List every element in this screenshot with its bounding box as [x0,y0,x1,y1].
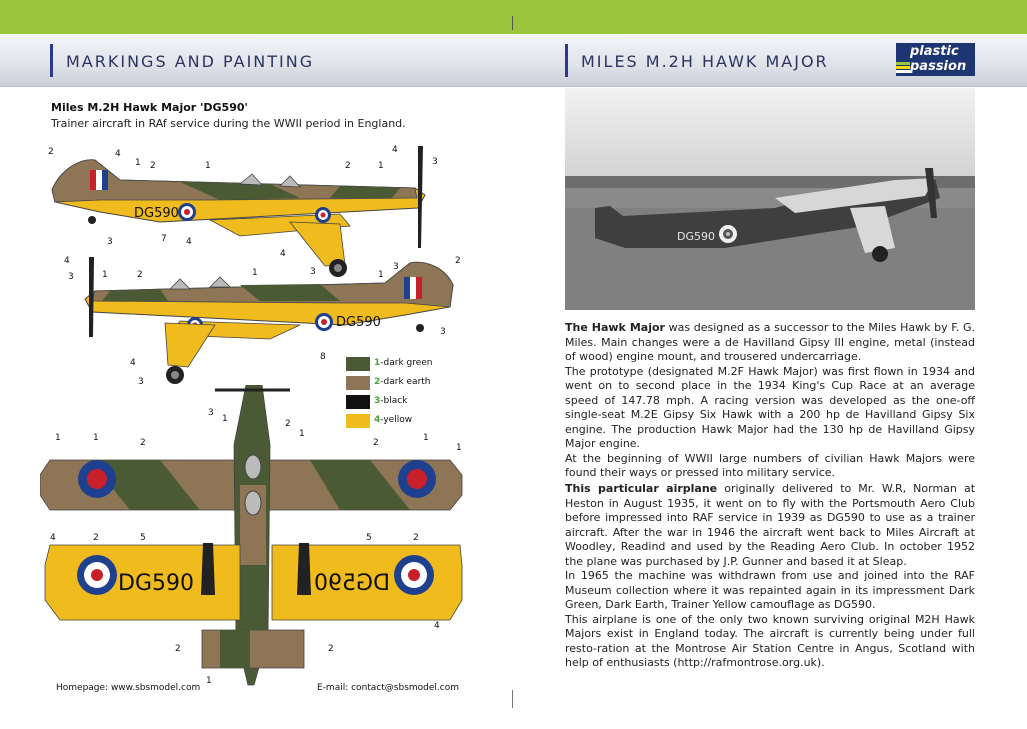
page-divider [512,690,513,708]
center-tick [512,16,513,30]
side2-serial: DG590 [336,315,381,330]
bottom-wing-serial: DG590 [118,571,194,596]
legend-item: 1-dark green [346,357,466,371]
article-block-2 [565,482,975,671]
svg-text:2: 2 [345,161,351,171]
svg-text:2: 2 [150,161,156,171]
svg-text:3: 3 [68,272,74,282]
svg-text:5: 5 [366,533,372,543]
aircraft-photo [565,88,975,310]
svg-text:4: 4 [392,145,398,155]
svg-text:1: 1 [378,161,384,171]
svg-text:2: 2 [328,644,334,654]
logo-line-1: plastic [910,44,959,59]
svg-text:3: 3 [440,327,446,337]
svg-text:2: 2 [413,533,419,543]
svg-text:1: 1 [205,161,211,171]
right-title-bar [565,44,568,77]
svg-text:8: 8 [320,352,326,362]
svg-text:3: 3 [310,267,316,277]
legend-item: 2-dark earth [346,376,466,390]
article-paragraph: In 1965 the machine was withdrawn from use and joined into the RAF Museum collection where it was repainted again in its impressment Dark Green, Dark Earth, Trainer Yellow camouflage as DG590. [565,569,975,611]
svg-text:2: 2 [455,256,461,266]
plan-view [40,385,480,690]
left-title-bar [50,44,53,77]
svg-text:1: 1 [206,676,212,686]
svg-text:3: 3 [432,157,438,167]
side1-serial: DG590 [134,206,179,221]
svg-text:1: 1 [222,414,228,424]
aircraft-heading: Miles M.2H Hawk Major 'DG590' [51,101,248,114]
svg-text:5: 5 [140,533,146,543]
svg-text:4: 4 [186,237,192,247]
svg-text:7: 7 [161,234,167,244]
svg-text:2: 2 [137,270,143,280]
svg-text:4: 4 [64,256,70,266]
legend-item: 3-black [346,395,466,409]
svg-text:1: 1 [135,158,141,168]
svg-text:1: 1 [378,270,384,280]
svg-text:1: 1 [423,433,429,443]
svg-text:2: 2 [140,438,146,448]
article-paragraph: was designed as a successor to the Miles Hawk by F. G. Miles. Main changes were a de Havilland Gipsy III engine, metal (instead of wood) engine mount, and trousered undercarriage. [565,321,975,363]
top-green-bar [0,0,1027,34]
article-paragraph: The prototype (designated M.2F Hawk Major) was first flown in 1934 and went on to second place in the 1934 King's Cup Race at an average speed of 147.78 mph. A racing version was developed as the one-off single-seat M.2E Gipsy Six Hawk with a 200 hp de Havilland Gipsy Six engine. The production Hawk Major had the 130 hp de Havilland Gipsy Major engine. [565,364,975,450]
left-page-title: MARKINGS AND PAINTING [66,52,315,71]
svg-text:1: 1 [102,270,108,280]
svg-text:4: 4 [434,621,440,631]
svg-text:2: 2 [285,419,291,429]
footer-email: E-mail: contact@sbsmodel.com [317,683,459,693]
aircraft-subheading: Trainer aircraft in RAf service during the WWII period in England. [51,117,406,130]
svg-text:3: 3 [107,237,113,247]
svg-text:4: 4 [130,358,136,368]
article-lead-1: The Hawk Major [565,321,665,334]
legend-item: 4-yellow [346,414,466,428]
article-lead-2: This particular airplane [565,482,718,495]
svg-text:2: 2 [48,147,54,157]
plastic-passion-logo [896,43,975,76]
bottom-wing-serial-mirror: DG590 [314,571,390,596]
svg-text:2: 2 [175,644,181,654]
page-header [0,34,1027,87]
svg-text:2: 2 [93,533,99,543]
svg-text:1: 1 [299,429,305,439]
svg-text:1: 1 [93,433,99,443]
article-paragraph: This airplane is one of the only two known surviving original M2H Hawk Majors exist in England today. The aircraft is currently being under full resto-ration at the Montrose Air Station Centre in Angus, Scotland with help of enthusiasts (http://rafmontrose.org.uk). [565,612,975,669]
legend-swatch [346,357,370,371]
svg-text:4: 4 [280,249,286,259]
svg-text:1: 1 [55,433,61,443]
svg-text:3: 3 [138,377,144,387]
footer-homepage: Homepage: www.sbsmodel.com [56,683,201,693]
article-block-1 [565,321,975,481]
svg-text:3: 3 [393,262,399,272]
svg-text:4: 4 [50,533,56,543]
photo-serial: DG590 [677,230,715,243]
svg-text:1: 1 [252,268,258,278]
right-page-title: MILES M.2H HAWK MAJOR [581,52,829,71]
svg-text:2: 2 [373,438,379,448]
svg-text:3: 3 [208,408,214,418]
article-paragraph: At the beginning of WWII large numbers of civilian Hawk Majors were found their ways or pressed into military service. [565,451,975,479]
logo-line-2: passion [910,59,967,74]
svg-text:4: 4 [115,149,121,159]
article-paragraph: originally delivered to Mr. W.R, Norman at Heston in August 1935, it went on to fly with the Portsmouth Aero Club before impressed into RAF service in 1939 as DG590 to use as a trainer aircraft. After the war in 1946 the aircraft went back to Miles Aircraft at Woodley, Readind and used by the Reading Aero Club. In october 1952 the plane was purchased by J.P. Gunner and based it at Sleap. [565,482,976,568]
svg-text:1: 1 [456,443,462,453]
